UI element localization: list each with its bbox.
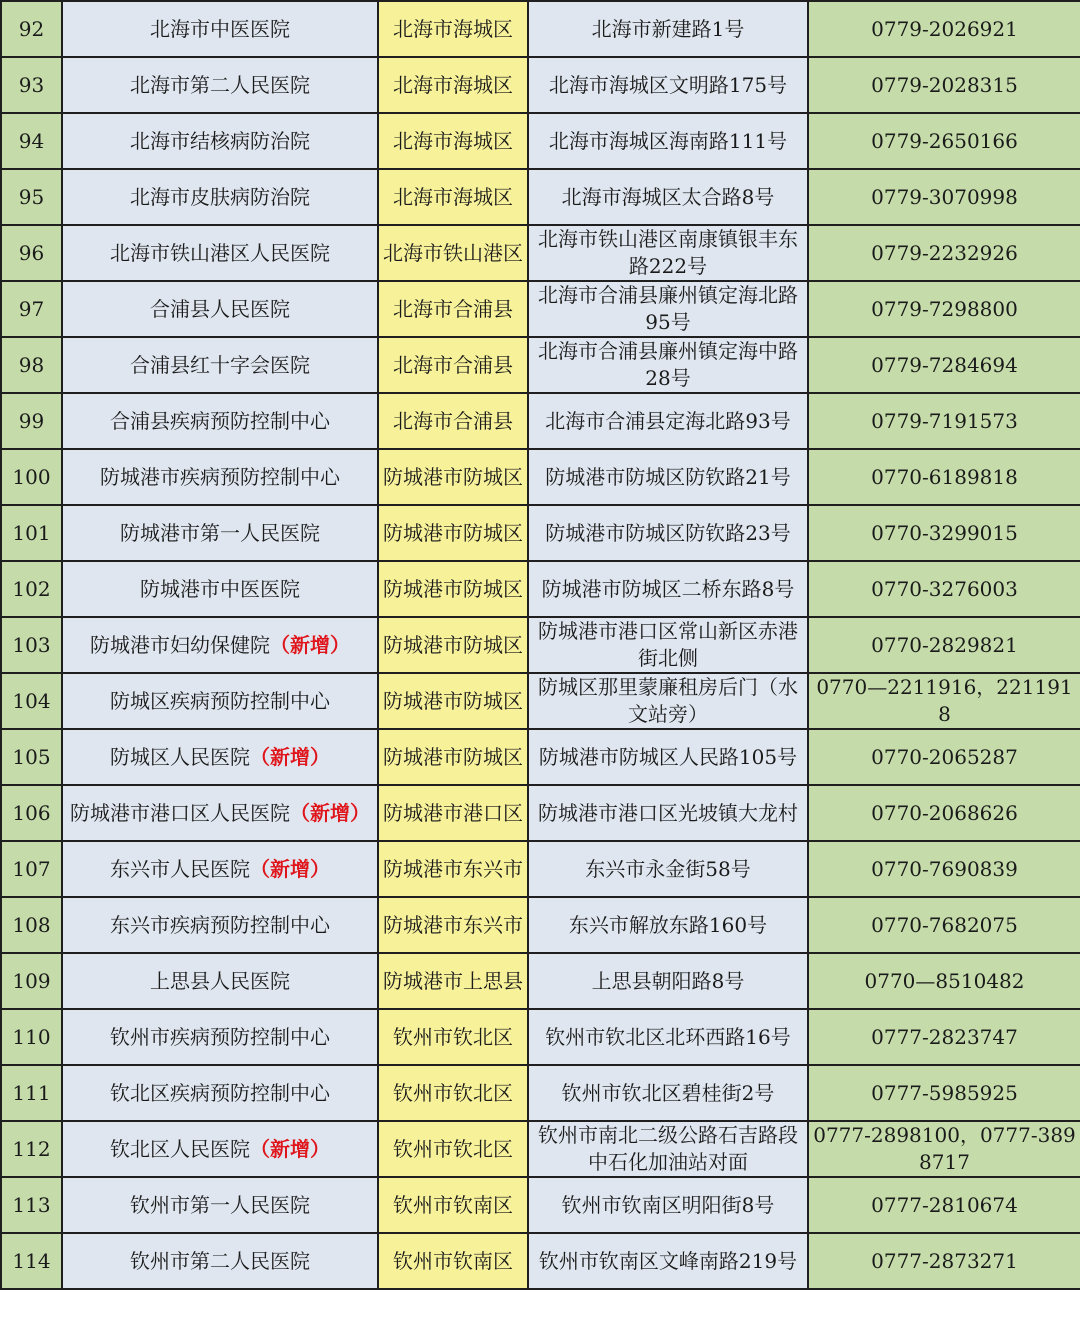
table-row — [1, 673, 1080, 729]
hospital-name: 合浦县人民医院 — [150, 296, 290, 321]
hospital-name: 钦北区疾病预防控制中心 — [110, 1080, 330, 1105]
district: 北海市海城区 — [378, 113, 528, 169]
hospital-name-cell — [62, 953, 378, 1009]
phone-number: 0770-3276003 — [808, 561, 1080, 617]
hospital-name-cell — [62, 57, 378, 113]
address: 北海市海城区文明路175号 — [528, 57, 808, 113]
address: 北海市新建路1号 — [528, 1, 808, 57]
hospital-name: 防城港市港口区人民医院 — [70, 800, 290, 825]
hospital-name: 防城港市疾病预防控制中心 — [100, 464, 340, 489]
table-row — [1, 169, 1080, 225]
district: 防城港市防城区 — [378, 449, 528, 505]
district: 北海市合浦县 — [378, 393, 528, 449]
new-badge: （新增） — [250, 856, 330, 881]
address: 防城港市防城区人民路105号 — [528, 729, 808, 785]
hospital-name-cell — [62, 505, 378, 561]
row-number: 104 — [1, 673, 62, 729]
hospital-name-cell — [62, 1121, 378, 1177]
district: 防城港市防城区 — [378, 673, 528, 729]
district: 北海市海城区 — [378, 1, 528, 57]
table-row — [1, 1, 1080, 57]
hospital-name: 钦州市疾病预防控制中心 — [110, 1024, 330, 1049]
row-number: 95 — [1, 169, 62, 225]
hospital-name-cell — [62, 113, 378, 169]
row-number: 97 — [1, 281, 62, 337]
hospital-name: 防城港市中医医院 — [140, 576, 300, 601]
table-row — [1, 841, 1080, 897]
row-number: 100 — [1, 449, 62, 505]
district: 北海市海城区 — [378, 57, 528, 113]
table-row — [1, 561, 1080, 617]
hospital-name: 钦州市第一人民医院 — [130, 1192, 310, 1217]
hospital-name: 合浦县红十字会医院 — [130, 352, 310, 377]
phone-number: 0770-6189818 — [808, 449, 1080, 505]
hospital-name-cell — [62, 673, 378, 729]
address: 钦州市钦南区文峰南路219号 — [528, 1233, 808, 1289]
row-number: 101 — [1, 505, 62, 561]
address: 北海市合浦县廉州镇定海中路28号 — [528, 337, 808, 393]
hospital-name: 北海市第二人民医院 — [130, 72, 310, 97]
row-number: 112 — [1, 1121, 62, 1177]
district: 防城港市港口区 — [378, 785, 528, 841]
row-number: 103 — [1, 617, 62, 673]
address: 钦州市钦北区碧桂街2号 — [528, 1065, 808, 1121]
table-row — [1, 225, 1080, 281]
district: 北海市合浦县 — [378, 337, 528, 393]
table-row — [1, 449, 1080, 505]
district: 北海市铁山港区 — [378, 225, 528, 281]
address: 北海市合浦县定海北路93号 — [528, 393, 808, 449]
address: 上思县朝阳路8号 — [528, 953, 808, 1009]
address: 北海市海城区太合路8号 — [528, 169, 808, 225]
row-number: 98 — [1, 337, 62, 393]
hospital-name: 防城区疾病预防控制中心 — [110, 688, 330, 713]
address: 钦州市钦北区北环西路16号 — [528, 1009, 808, 1065]
row-number: 110 — [1, 1009, 62, 1065]
address: 北海市铁山港区南康镇银丰东路222号 — [528, 225, 808, 281]
new-badge: （新增） — [250, 744, 330, 769]
table-row — [1, 897, 1080, 953]
hospital-name: 防城港市第一人民医院 — [120, 520, 320, 545]
phone-number: 0777-2898100，0777-3898717 — [808, 1121, 1080, 1177]
phone-number: 0770-7682075 — [808, 897, 1080, 953]
new-badge: （新增） — [250, 1136, 330, 1161]
hospital-name-cell — [62, 1233, 378, 1289]
hospital-name-cell — [62, 785, 378, 841]
hospital-name: 上思县人民医院 — [150, 968, 290, 993]
table-row — [1, 1233, 1080, 1289]
hospital-name-cell — [62, 393, 378, 449]
phone-number: 0777-2810674 — [808, 1177, 1080, 1233]
row-number: 114 — [1, 1233, 62, 1289]
hospital-name-cell — [62, 449, 378, 505]
phone-number: 0777-2873271 — [808, 1233, 1080, 1289]
row-number: 99 — [1, 393, 62, 449]
address: 防城港市防城区防钦路21号 — [528, 449, 808, 505]
phone-number: 0770-3299015 — [808, 505, 1080, 561]
hospital-name: 东兴市人民医院 — [110, 856, 250, 881]
row-number: 93 — [1, 57, 62, 113]
hospital-name: 北海市铁山港区人民医院 — [110, 240, 330, 265]
hospital-name: 钦州市第二人民医院 — [130, 1248, 310, 1273]
table-row — [1, 1121, 1080, 1177]
row-number: 113 — [1, 1177, 62, 1233]
phone-number: 0770-7690839 — [808, 841, 1080, 897]
phone-number: 0770-2065287 — [808, 729, 1080, 785]
district: 防城港市防城区 — [378, 617, 528, 673]
phone-number: 0779-2650166 — [808, 113, 1080, 169]
phone-number: 0779-2232926 — [808, 225, 1080, 281]
phone-number: 0779-2026921 — [808, 1, 1080, 57]
hospital-name-cell — [62, 841, 378, 897]
hospital-name: 北海市皮肤病防治院 — [130, 184, 310, 209]
hospital-name-cell — [62, 561, 378, 617]
district: 防城港市东兴市 — [378, 897, 528, 953]
district: 防城港市东兴市 — [378, 841, 528, 897]
table-row — [1, 505, 1080, 561]
table-row — [1, 729, 1080, 785]
hospital-name: 北海市结核病防治院 — [130, 128, 310, 153]
district: 防城港市防城区 — [378, 561, 528, 617]
row-number: 96 — [1, 225, 62, 281]
hospital-name-cell — [62, 1177, 378, 1233]
table-row — [1, 953, 1080, 1009]
hospital-name: 东兴市疾病预防控制中心 — [110, 912, 330, 937]
district: 钦州市钦南区 — [378, 1177, 528, 1233]
hospital-name: 北海市中医医院 — [150, 16, 290, 41]
district: 钦州市钦北区 — [378, 1009, 528, 1065]
address: 防城港市防城区二桥东路8号 — [528, 561, 808, 617]
row-number: 94 — [1, 113, 62, 169]
table-row — [1, 393, 1080, 449]
hospital-name-cell — [62, 281, 378, 337]
new-badge: （新增） — [270, 632, 350, 657]
hospital-name-cell — [62, 1065, 378, 1121]
phone-number: 0779-7298800 — [808, 281, 1080, 337]
phone-number: 0777-5985925 — [808, 1065, 1080, 1121]
address: 钦州市钦南区明阳街8号 — [528, 1177, 808, 1233]
row-number: 102 — [1, 561, 62, 617]
phone-number: 0770—2211916，2211918 — [808, 673, 1080, 729]
hospital-name: 防城区人民医院 — [110, 744, 250, 769]
phone-number: 0770—8510482 — [808, 953, 1080, 1009]
address: 防城区那里蒙廉租房后门（水文站旁） — [528, 673, 808, 729]
row-number: 108 — [1, 897, 62, 953]
hospital-name: 合浦县疾病预防控制中心 — [110, 408, 330, 433]
address: 北海市海城区海南路111号 — [528, 113, 808, 169]
table-row — [1, 785, 1080, 841]
phone-number: 0779-7284694 — [808, 337, 1080, 393]
district: 钦州市钦北区 — [378, 1065, 528, 1121]
address: 防城港市港口区常山新区赤港街北侧 — [528, 617, 808, 673]
hospital-name-cell — [62, 337, 378, 393]
table-row — [1, 337, 1080, 393]
phone-number: 0779-3070998 — [808, 169, 1080, 225]
row-number: 92 — [1, 1, 62, 57]
row-number: 109 — [1, 953, 62, 1009]
address: 东兴市永金街58号 — [528, 841, 808, 897]
address: 防城港市防城区防钦路23号 — [528, 505, 808, 561]
new-badge: （新增） — [290, 800, 370, 825]
address: 防城港市港口区光坡镇大龙村 — [528, 785, 808, 841]
table-row — [1, 1009, 1080, 1065]
district: 防城港市防城区 — [378, 505, 528, 561]
phone-number: 0779-7191573 — [808, 393, 1080, 449]
table-row — [1, 1065, 1080, 1121]
table-row — [1, 57, 1080, 113]
phone-number: 0770-2068626 — [808, 785, 1080, 841]
table-row — [1, 113, 1080, 169]
table-row — [1, 1177, 1080, 1233]
table-row — [1, 281, 1080, 337]
row-number: 111 — [1, 1065, 62, 1121]
phone-number: 0777-2823747 — [808, 1009, 1080, 1065]
address: 钦州市南北二级公路石吉路段中石化加油站对面 — [528, 1121, 808, 1177]
hospital-name-cell — [62, 169, 378, 225]
hospital-name-cell — [62, 1009, 378, 1065]
district: 北海市海城区 — [378, 169, 528, 225]
hospital-name: 防城港市妇幼保健院 — [90, 632, 270, 657]
phone-number: 0779-2028315 — [808, 57, 1080, 113]
district: 钦州市钦南区 — [378, 1233, 528, 1289]
hospital-name-cell — [62, 617, 378, 673]
hospital-name-cell — [62, 729, 378, 785]
district: 北海市合浦县 — [378, 281, 528, 337]
hospital-name-cell — [62, 897, 378, 953]
address: 北海市合浦县廉州镇定海北路95号 — [528, 281, 808, 337]
table-row — [1, 617, 1080, 673]
row-number: 107 — [1, 841, 62, 897]
hospital-name-cell — [62, 1, 378, 57]
row-number: 105 — [1, 729, 62, 785]
district: 防城港市上思县 — [378, 953, 528, 1009]
district: 防城港市防城区 — [378, 729, 528, 785]
phone-number: 0770-2829821 — [808, 617, 1080, 673]
table-body — [1, 1, 1080, 1289]
hospital-name-cell — [62, 225, 378, 281]
address: 东兴市解放东路160号 — [528, 897, 808, 953]
hospital-name: 钦北区人民医院 — [110, 1136, 250, 1161]
row-number: 106 — [1, 785, 62, 841]
district: 钦州市钦北区 — [378, 1121, 528, 1177]
